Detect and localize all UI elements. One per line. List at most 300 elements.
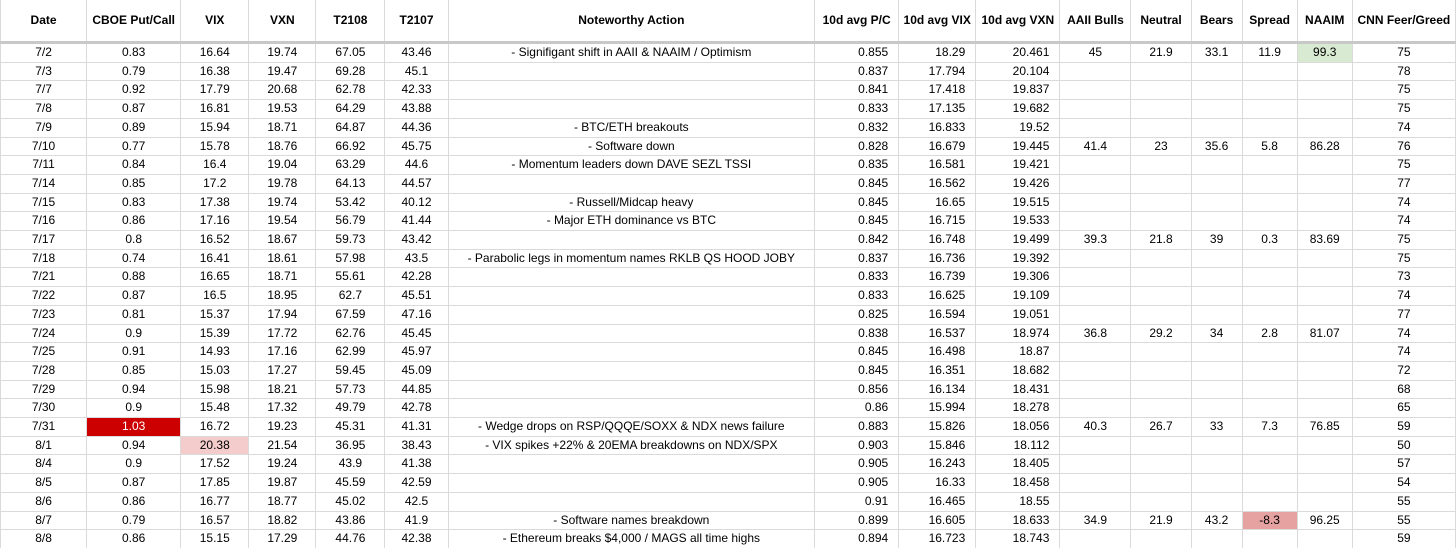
cell-neutral[interactable]	[1131, 268, 1191, 287]
cell-t2107[interactable]: 42.5	[385, 492, 448, 511]
cell-t2108[interactable]: 62.76	[316, 324, 385, 343]
cell-spread[interactable]: 7.3	[1242, 418, 1297, 437]
cell-avg-10d-pc[interactable]: 0.855	[815, 43, 899, 63]
cell-t2107[interactable]: 44.57	[385, 174, 448, 193]
cell-noteworthy-action[interactable]: - Ethereum breaks $4,000 / MAGS all time highs	[448, 530, 815, 548]
cell-cboe-put-call[interactable]: 0.87	[87, 474, 181, 493]
cell-spread[interactable]: 0.3	[1242, 231, 1297, 250]
cell-noteworthy-action[interactable]	[448, 492, 815, 511]
cell-t2108[interactable]: 45.59	[316, 474, 385, 493]
cell-t2107[interactable]: 43.5	[385, 249, 448, 268]
cell-aaii-bulls[interactable]	[1060, 62, 1131, 81]
cell-neutral[interactable]: 26.7	[1131, 418, 1191, 437]
cell-cnn-fear-greed[interactable]: 73	[1352, 268, 1455, 287]
cell-avg-10d-vxn[interactable]: 19.109	[976, 287, 1060, 306]
cell-bears[interactable]	[1191, 287, 1242, 306]
cell-t2108[interactable]: 57.98	[316, 249, 385, 268]
cell-neutral[interactable]: 21.8	[1131, 231, 1191, 250]
cell-avg-10d-pc[interactable]: 0.899	[815, 511, 899, 530]
cell-vix[interactable]: 17.38	[181, 193, 249, 212]
cell-t2107[interactable]: 42.28	[385, 268, 448, 287]
cell-t2108[interactable]: 43.86	[316, 511, 385, 530]
cell-cboe-put-call[interactable]: 0.9	[87, 324, 181, 343]
cell-vxn[interactable]: 18.77	[249, 492, 316, 511]
cell-t2108[interactable]: 59.45	[316, 361, 385, 380]
cell-noteworthy-action[interactable]	[448, 287, 815, 306]
cell-cnn-fear-greed[interactable]: 50	[1352, 436, 1455, 455]
cell-cboe-put-call[interactable]: 0.94	[87, 436, 181, 455]
cell-avg-10d-vxn[interactable]: 18.633	[976, 511, 1060, 530]
cell-aaii-bulls[interactable]: 39.3	[1060, 231, 1131, 250]
cell-t2107[interactable]: 42.78	[385, 399, 448, 418]
cell-t2107[interactable]: 44.85	[385, 380, 448, 399]
cell-avg-10d-vix[interactable]: 16.562	[899, 174, 976, 193]
cell-vix[interactable]: 15.48	[181, 399, 249, 418]
cell-date[interactable]: 7/9	[1, 118, 87, 137]
cell-naaim[interactable]	[1297, 305, 1352, 324]
cell-t2108[interactable]: 56.79	[316, 212, 385, 231]
cell-noteworthy-action[interactable]	[448, 399, 815, 418]
cell-vix[interactable]: 15.98	[181, 380, 249, 399]
cell-t2108[interactable]: 45.02	[316, 492, 385, 511]
cell-naaim[interactable]	[1297, 380, 1352, 399]
cell-vxn[interactable]: 21.54	[249, 436, 316, 455]
cell-cnn-fear-greed[interactable]: 57	[1352, 455, 1455, 474]
cell-cnn-fear-greed[interactable]: 55	[1352, 511, 1455, 530]
cell-t2108[interactable]: 53.42	[316, 193, 385, 212]
cell-t2107[interactable]: 43.42	[385, 231, 448, 250]
cell-vxn[interactable]: 17.29	[249, 530, 316, 548]
cell-vix[interactable]: 17.85	[181, 474, 249, 493]
cell-bears[interactable]	[1191, 249, 1242, 268]
cell-date[interactable]: 7/17	[1, 231, 87, 250]
cell-aaii-bulls[interactable]	[1060, 305, 1131, 324]
cell-cnn-fear-greed[interactable]: 75	[1352, 249, 1455, 268]
cell-naaim[interactable]	[1297, 249, 1352, 268]
cell-cnn-fear-greed[interactable]: 78	[1352, 62, 1455, 81]
cell-vix[interactable]: 17.2	[181, 174, 249, 193]
cell-avg-10d-vxn[interactable]: 18.056	[976, 418, 1060, 437]
cell-avg-10d-vix[interactable]: 16.625	[899, 287, 976, 306]
cell-avg-10d-pc[interactable]: 0.86	[815, 399, 899, 418]
cell-neutral[interactable]: 29.2	[1131, 324, 1191, 343]
cell-aaii-bulls[interactable]	[1060, 287, 1131, 306]
cell-date[interactable]: 8/1	[1, 436, 87, 455]
cell-spread[interactable]	[1242, 249, 1297, 268]
cell-cboe-put-call[interactable]: 0.84	[87, 156, 181, 175]
cell-neutral[interactable]	[1131, 287, 1191, 306]
cell-spread[interactable]	[1242, 156, 1297, 175]
cell-spread[interactable]	[1242, 455, 1297, 474]
cell-date[interactable]: 7/2	[1, 43, 87, 63]
cell-noteworthy-action[interactable]: - Software down	[448, 137, 815, 156]
cell-neutral[interactable]	[1131, 530, 1191, 548]
cell-vix[interactable]: 15.78	[181, 137, 249, 156]
cell-vix[interactable]: 16.72	[181, 418, 249, 437]
cell-date[interactable]: 8/6	[1, 492, 87, 511]
column-header-cboe-put-call[interactable]: CBOE Put/Call	[87, 0, 181, 43]
cell-neutral[interactable]	[1131, 156, 1191, 175]
cell-avg-10d-pc[interactable]: 0.833	[815, 100, 899, 119]
cell-cboe-put-call[interactable]: 0.86	[87, 530, 181, 548]
column-header-naaim[interactable]: NAAIM	[1297, 0, 1352, 43]
cell-noteworthy-action[interactable]: - Russell/Midcap heavy	[448, 193, 815, 212]
cell-spread[interactable]: 5.8	[1242, 137, 1297, 156]
cell-bears[interactable]	[1191, 455, 1242, 474]
cell-avg-10d-vxn[interactable]: 19.515	[976, 193, 1060, 212]
cell-date[interactable]: 7/7	[1, 81, 87, 100]
cell-avg-10d-vix[interactable]: 16.537	[899, 324, 976, 343]
cell-spread[interactable]	[1242, 174, 1297, 193]
cell-t2107[interactable]: 42.59	[385, 474, 448, 493]
cell-vix[interactable]: 16.4	[181, 156, 249, 175]
cell-date[interactable]: 7/3	[1, 62, 87, 81]
cell-avg-10d-vxn[interactable]: 18.278	[976, 399, 1060, 418]
cell-bears[interactable]	[1191, 193, 1242, 212]
cell-avg-10d-pc[interactable]: 0.903	[815, 436, 899, 455]
cell-naaim[interactable]	[1297, 268, 1352, 287]
cell-avg-10d-pc[interactable]: 0.845	[815, 212, 899, 231]
cell-bears[interactable]	[1191, 81, 1242, 100]
cell-date[interactable]: 8/4	[1, 455, 87, 474]
cell-vxn[interactable]: 18.71	[249, 118, 316, 137]
cell-cnn-fear-greed[interactable]: 74	[1352, 193, 1455, 212]
cell-vix[interactable]: 15.37	[181, 305, 249, 324]
cell-avg-10d-vxn[interactable]: 18.55	[976, 492, 1060, 511]
cell-vxn[interactable]: 19.87	[249, 474, 316, 493]
cell-cboe-put-call[interactable]: 0.79	[87, 62, 181, 81]
cell-avg-10d-pc[interactable]: 0.894	[815, 530, 899, 548]
cell-avg-10d-vix[interactable]: 18.29	[899, 43, 976, 63]
cell-aaii-bulls[interactable]	[1060, 399, 1131, 418]
column-header-vxn[interactable]: VXN	[249, 0, 316, 43]
cell-cnn-fear-greed[interactable]: 74	[1352, 287, 1455, 306]
cell-neutral[interactable]: 21.9	[1131, 43, 1191, 63]
cell-cboe-put-call[interactable]: 0.86	[87, 492, 181, 511]
cell-avg-10d-pc[interactable]: 0.845	[815, 343, 899, 362]
cell-vxn[interactable]: 18.71	[249, 268, 316, 287]
cell-naaim[interactable]	[1297, 361, 1352, 380]
cell-naaim[interactable]	[1297, 343, 1352, 362]
cell-t2108[interactable]: 44.76	[316, 530, 385, 548]
cell-vxn[interactable]: 17.94	[249, 305, 316, 324]
cell-avg-10d-pc[interactable]: 0.838	[815, 324, 899, 343]
cell-noteworthy-action[interactable]	[448, 343, 815, 362]
cell-vxn[interactable]: 17.72	[249, 324, 316, 343]
cell-spread[interactable]	[1242, 343, 1297, 362]
cell-noteworthy-action[interactable]	[448, 231, 815, 250]
cell-cboe-put-call[interactable]: 0.81	[87, 305, 181, 324]
cell-avg-10d-pc[interactable]: 0.845	[815, 193, 899, 212]
cell-avg-10d-pc[interactable]: 0.883	[815, 418, 899, 437]
cell-date[interactable]: 7/8	[1, 100, 87, 119]
cell-t2107[interactable]: 41.38	[385, 455, 448, 474]
cell-neutral[interactable]	[1131, 193, 1191, 212]
cell-avg-10d-vix[interactable]: 16.715	[899, 212, 976, 231]
cell-t2108[interactable]: 67.59	[316, 305, 385, 324]
cell-noteworthy-action[interactable]	[448, 361, 815, 380]
cell-vix[interactable]: 15.94	[181, 118, 249, 137]
cell-cnn-fear-greed[interactable]: 77	[1352, 174, 1455, 193]
cell-avg-10d-vxn[interactable]: 19.426	[976, 174, 1060, 193]
cell-vxn[interactable]: 19.24	[249, 455, 316, 474]
cell-bears[interactable]	[1191, 268, 1242, 287]
cell-avg-10d-pc[interactable]: 0.845	[815, 361, 899, 380]
cell-vxn[interactable]: 17.16	[249, 343, 316, 362]
cell-neutral[interactable]	[1131, 361, 1191, 380]
cell-noteworthy-action[interactable]: - Parabolic legs in momentum names RKLB QS HOOD JOBY	[448, 249, 815, 268]
column-header-bears[interactable]: Bears	[1191, 0, 1242, 43]
cell-avg-10d-pc[interactable]: 0.842	[815, 231, 899, 250]
cell-t2107[interactable]: 45.51	[385, 287, 448, 306]
cell-naaim[interactable]	[1297, 455, 1352, 474]
cell-cboe-put-call[interactable]: 0.8	[87, 231, 181, 250]
cell-avg-10d-vxn[interactable]: 18.112	[976, 436, 1060, 455]
cell-avg-10d-vix[interactable]: 16.736	[899, 249, 976, 268]
cell-aaii-bulls[interactable]: 45	[1060, 43, 1131, 63]
cell-avg-10d-pc[interactable]: 0.91	[815, 492, 899, 511]
cell-bears[interactable]	[1191, 212, 1242, 231]
column-header-avg-10d-vix[interactable]: 10d avg VIX	[899, 0, 976, 43]
cell-bears[interactable]	[1191, 530, 1242, 548]
cell-vxn[interactable]: 18.82	[249, 511, 316, 530]
cell-bears[interactable]	[1191, 474, 1242, 493]
cell-t2108[interactable]: 62.78	[316, 81, 385, 100]
cell-naaim[interactable]	[1297, 193, 1352, 212]
cell-date[interactable]: 7/18	[1, 249, 87, 268]
cell-noteworthy-action[interactable]	[448, 455, 815, 474]
cell-vix[interactable]: 16.65	[181, 268, 249, 287]
cell-noteworthy-action[interactable]: - Wedge drops on RSP/QQQE/SOXX & NDX news failure	[448, 418, 815, 437]
cell-cnn-fear-greed[interactable]: 75	[1352, 231, 1455, 250]
cell-naaim[interactable]: 83.69	[1297, 231, 1352, 250]
column-header-spread[interactable]: Spread	[1242, 0, 1297, 43]
cell-bears[interactable]	[1191, 343, 1242, 362]
cell-avg-10d-vix[interactable]: 16.134	[899, 380, 976, 399]
cell-avg-10d-vxn[interactable]: 18.87	[976, 343, 1060, 362]
cell-t2108[interactable]: 62.99	[316, 343, 385, 362]
cell-cboe-put-call[interactable]: 0.87	[87, 287, 181, 306]
cell-neutral[interactable]	[1131, 343, 1191, 362]
cell-spread[interactable]	[1242, 287, 1297, 306]
cell-vix[interactable]: 15.15	[181, 530, 249, 548]
cell-naaim[interactable]: 81.07	[1297, 324, 1352, 343]
cell-avg-10d-vxn[interactable]: 19.421	[976, 156, 1060, 175]
cell-avg-10d-pc[interactable]: 0.837	[815, 249, 899, 268]
cell-avg-10d-vxn[interactable]: 20.461	[976, 43, 1060, 63]
cell-naaim[interactable]	[1297, 287, 1352, 306]
cell-neutral[interactable]	[1131, 212, 1191, 231]
cell-date[interactable]: 7/31	[1, 418, 87, 437]
column-header-avg-10d-vxn[interactable]: 10d avg VXN	[976, 0, 1060, 43]
cell-avg-10d-vxn[interactable]: 18.405	[976, 455, 1060, 474]
cell-noteworthy-action[interactable]: - BTC/ETH breakouts	[448, 118, 815, 137]
cell-spread[interactable]	[1242, 361, 1297, 380]
cell-neutral[interactable]	[1131, 474, 1191, 493]
cell-vxn[interactable]: 17.27	[249, 361, 316, 380]
cell-avg-10d-pc[interactable]: 0.837	[815, 62, 899, 81]
cell-avg-10d-vxn[interactable]: 19.445	[976, 137, 1060, 156]
cell-spread[interactable]	[1242, 118, 1297, 137]
cell-t2108[interactable]: 64.87	[316, 118, 385, 137]
cell-t2108[interactable]: 69.28	[316, 62, 385, 81]
cell-date[interactable]: 7/16	[1, 212, 87, 231]
cell-cnn-fear-greed[interactable]: 72	[1352, 361, 1455, 380]
cell-aaii-bulls[interactable]: 36.8	[1060, 324, 1131, 343]
cell-cnn-fear-greed[interactable]: 59	[1352, 530, 1455, 548]
cell-date[interactable]: 7/25	[1, 343, 87, 362]
cell-vix[interactable]: 16.57	[181, 511, 249, 530]
cell-aaii-bulls[interactable]	[1060, 268, 1131, 287]
cell-vix[interactable]: 16.41	[181, 249, 249, 268]
cell-cboe-put-call[interactable]: 0.83	[87, 193, 181, 212]
cell-avg-10d-pc[interactable]: 0.825	[815, 305, 899, 324]
cell-spread[interactable]	[1242, 268, 1297, 287]
cell-bears[interactable]	[1191, 118, 1242, 137]
cell-cboe-put-call[interactable]: 0.74	[87, 249, 181, 268]
cell-neutral[interactable]	[1131, 174, 1191, 193]
cell-avg-10d-vix[interactable]: 17.135	[899, 100, 976, 119]
cell-cboe-put-call[interactable]: 0.9	[87, 455, 181, 474]
cell-date[interactable]: 7/21	[1, 268, 87, 287]
cell-cnn-fear-greed[interactable]: 77	[1352, 305, 1455, 324]
cell-bears[interactable]: 33	[1191, 418, 1242, 437]
cell-cboe-put-call[interactable]: 0.85	[87, 174, 181, 193]
cell-cnn-fear-greed[interactable]: 75	[1352, 100, 1455, 119]
cell-spread[interactable]	[1242, 305, 1297, 324]
cell-t2108[interactable]: 66.92	[316, 137, 385, 156]
cell-bears[interactable]: 39	[1191, 231, 1242, 250]
cell-avg-10d-vix[interactable]: 16.594	[899, 305, 976, 324]
cell-spread[interactable]	[1242, 436, 1297, 455]
cell-bears[interactable]: 33.1	[1191, 43, 1242, 63]
cell-t2107[interactable]: 45.97	[385, 343, 448, 362]
cell-naaim[interactable]	[1297, 118, 1352, 137]
cell-naaim[interactable]	[1297, 174, 1352, 193]
cell-cnn-fear-greed[interactable]: 75	[1352, 43, 1455, 63]
cell-bears[interactable]	[1191, 399, 1242, 418]
cell-vxn[interactable]: 18.21	[249, 380, 316, 399]
cell-avg-10d-vix[interactable]: 16.748	[899, 231, 976, 250]
cell-avg-10d-pc[interactable]: 0.841	[815, 81, 899, 100]
column-header-t2107[interactable]: T2107	[385, 0, 448, 43]
cell-avg-10d-vxn[interactable]: 19.837	[976, 81, 1060, 100]
cell-cboe-put-call[interactable]: 0.92	[87, 81, 181, 100]
cell-vix[interactable]: 15.03	[181, 361, 249, 380]
cell-vxn[interactable]: 19.04	[249, 156, 316, 175]
cell-noteworthy-action[interactable]: - Momentum leaders down DAVE SEZL TSSI	[448, 156, 815, 175]
cell-vix[interactable]: 15.39	[181, 324, 249, 343]
cell-vix[interactable]: 16.38	[181, 62, 249, 81]
cell-avg-10d-pc[interactable]: 0.856	[815, 380, 899, 399]
cell-aaii-bulls[interactable]	[1060, 530, 1131, 548]
cell-date[interactable]: 7/11	[1, 156, 87, 175]
cell-neutral[interactable]	[1131, 100, 1191, 119]
cell-bears[interactable]	[1191, 361, 1242, 380]
cell-noteworthy-action[interactable]	[448, 324, 815, 343]
cell-noteworthy-action[interactable]	[448, 62, 815, 81]
cell-t2108[interactable]: 67.05	[316, 43, 385, 63]
cell-naaim[interactable]	[1297, 156, 1352, 175]
cell-naaim[interactable]	[1297, 399, 1352, 418]
cell-avg-10d-pc[interactable]: 0.905	[815, 474, 899, 493]
cell-bears[interactable]	[1191, 100, 1242, 119]
cell-date[interactable]: 8/8	[1, 530, 87, 548]
cell-spread[interactable]	[1242, 193, 1297, 212]
cell-t2107[interactable]: 44.6	[385, 156, 448, 175]
cell-vxn[interactable]: 19.53	[249, 100, 316, 119]
cell-cboe-put-call[interactable]: 1.03	[87, 418, 181, 437]
cell-avg-10d-vxn[interactable]: 19.051	[976, 305, 1060, 324]
cell-bears[interactable]: 43.2	[1191, 511, 1242, 530]
cell-cboe-put-call[interactable]: 0.89	[87, 118, 181, 137]
cell-noteworthy-action[interactable]	[448, 81, 815, 100]
cell-vix[interactable]: 16.64	[181, 43, 249, 63]
cell-vxn[interactable]: 19.74	[249, 43, 316, 63]
cell-cboe-put-call[interactable]: 0.77	[87, 137, 181, 156]
cell-avg-10d-pc[interactable]: 0.845	[815, 174, 899, 193]
cell-spread[interactable]	[1242, 81, 1297, 100]
cell-t2107[interactable]: 45.1	[385, 62, 448, 81]
cell-cboe-put-call[interactable]: 0.9	[87, 399, 181, 418]
cell-t2108[interactable]: 49.79	[316, 399, 385, 418]
cell-vxn[interactable]: 18.95	[249, 287, 316, 306]
cell-t2107[interactable]: 41.9	[385, 511, 448, 530]
cell-vix[interactable]: 17.52	[181, 455, 249, 474]
cell-t2108[interactable]: 45.31	[316, 418, 385, 437]
cell-noteworthy-action[interactable]	[448, 100, 815, 119]
cell-vix[interactable]: 16.81	[181, 100, 249, 119]
cell-aaii-bulls[interactable]	[1060, 212, 1131, 231]
cell-avg-10d-pc[interactable]: 0.832	[815, 118, 899, 137]
column-header-avg-10d-pc[interactable]: 10d avg P/C	[815, 0, 899, 43]
cell-avg-10d-vxn[interactable]: 19.499	[976, 231, 1060, 250]
cell-avg-10d-vxn[interactable]: 19.52	[976, 118, 1060, 137]
cell-neutral[interactable]	[1131, 62, 1191, 81]
cell-aaii-bulls[interactable]	[1060, 118, 1131, 137]
cell-noteworthy-action[interactable]: - Signifigant shift in AAII & NAAIM / Optimism	[448, 43, 815, 63]
cell-avg-10d-vix[interactable]: 16.833	[899, 118, 976, 137]
cell-t2108[interactable]: 64.29	[316, 100, 385, 119]
cell-noteworthy-action[interactable]	[448, 305, 815, 324]
cell-avg-10d-vxn[interactable]: 19.306	[976, 268, 1060, 287]
cell-t2107[interactable]: 45.09	[385, 361, 448, 380]
cell-avg-10d-vxn[interactable]: 18.743	[976, 530, 1060, 548]
cell-t2108[interactable]: 63.29	[316, 156, 385, 175]
cell-avg-10d-vxn[interactable]: 18.974	[976, 324, 1060, 343]
cell-cnn-fear-greed[interactable]: 74	[1352, 324, 1455, 343]
cell-t2108[interactable]: 59.73	[316, 231, 385, 250]
cell-bears[interactable]	[1191, 156, 1242, 175]
cell-spread[interactable]: 11.9	[1242, 43, 1297, 63]
cell-vxn[interactable]: 18.67	[249, 231, 316, 250]
cell-aaii-bulls[interactable]	[1060, 455, 1131, 474]
cell-cboe-put-call[interactable]: 0.86	[87, 212, 181, 231]
cell-date[interactable]: 8/7	[1, 511, 87, 530]
cell-aaii-bulls[interactable]	[1060, 249, 1131, 268]
cell-neutral[interactable]	[1131, 305, 1191, 324]
cell-date[interactable]: 7/24	[1, 324, 87, 343]
cell-t2108[interactable]: 36.95	[316, 436, 385, 455]
cell-avg-10d-vix[interactable]: 17.794	[899, 62, 976, 81]
column-header-t2108[interactable]: T2108	[316, 0, 385, 43]
cell-noteworthy-action[interactable]	[448, 174, 815, 193]
cell-aaii-bulls[interactable]	[1060, 436, 1131, 455]
cell-noteworthy-action[interactable]: - VIX spikes +22% & 20EMA breakdowns on NDX/SPX	[448, 436, 815, 455]
cell-aaii-bulls[interactable]: 41.4	[1060, 137, 1131, 156]
cell-avg-10d-vix[interactable]: 16.465	[899, 492, 976, 511]
cell-avg-10d-vix[interactable]: 16.65	[899, 193, 976, 212]
